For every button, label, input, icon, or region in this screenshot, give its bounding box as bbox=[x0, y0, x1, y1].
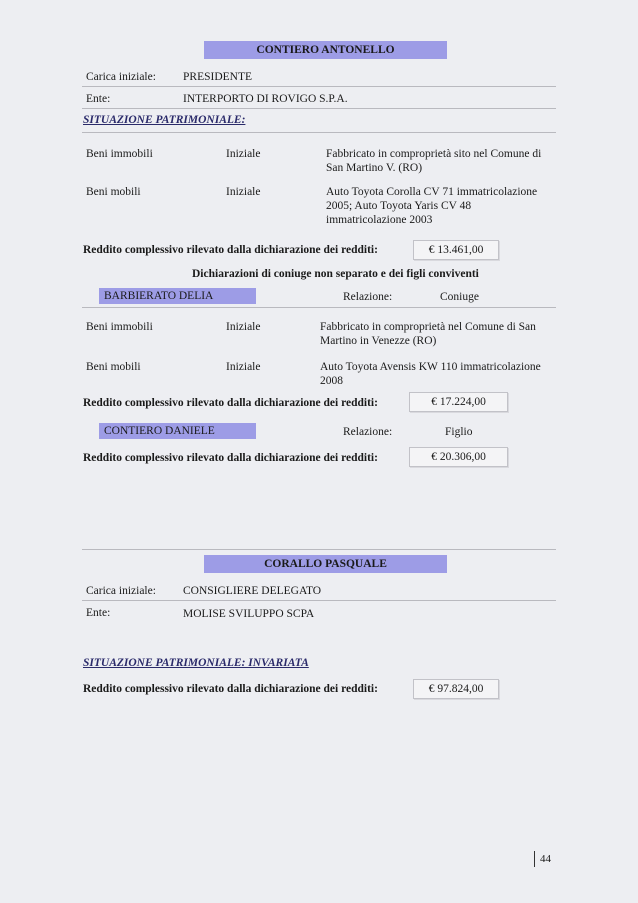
person1-name-bar bbox=[204, 41, 447, 59]
asset-type: Beni mobili bbox=[86, 361, 141, 373]
relative1-reddito-box bbox=[409, 392, 508, 412]
asset-status: Iniziale bbox=[226, 186, 261, 198]
relative1-name: BARBIERATO DELIA bbox=[104, 290, 214, 302]
person2-reddito-box bbox=[413, 679, 499, 699]
asset-type: Beni immobili bbox=[86, 148, 153, 160]
divider bbox=[82, 108, 556, 109]
asset-description: Fabbricato in comproprietà sito nel Comune di San Martino V. (RO) bbox=[326, 148, 542, 174]
asset-type: Beni mobili bbox=[86, 186, 141, 198]
section-separator bbox=[82, 549, 556, 550]
person1-carica-label: Carica iniziale: bbox=[86, 71, 156, 83]
person2-name-bar bbox=[204, 555, 447, 573]
relative1-relazione-label: Relazione: bbox=[343, 291, 393, 303]
relative2-reddito-label: Reddito complessivo rilevato dalla dichiarazione dei redditi: bbox=[83, 452, 378, 464]
person1-situazione-heading: SITUAZIONE PATRIMONIALE: bbox=[83, 114, 246, 126]
person2-carica-value: CONSIGLIERE DELEGATO bbox=[183, 585, 322, 597]
page-number: 44 bbox=[534, 851, 551, 867]
relative1-reddito-value: € 17.224,00 bbox=[431, 396, 486, 408]
person2-carica-label: Carica iniziale: bbox=[86, 585, 156, 597]
relative2-name-bar bbox=[99, 423, 256, 439]
divider bbox=[82, 600, 556, 601]
person2-ente-label: Ente: bbox=[86, 607, 111, 619]
asset-status: Iniziale bbox=[226, 361, 261, 373]
asset-description: Auto Toyota Corolla CV 71 immatricolazione 2005; Auto Toyota Yaris CV 48 immatricolazione 2003 bbox=[326, 186, 538, 226]
asset-status: Iniziale bbox=[226, 321, 261, 333]
asset-description: Auto Toyota Avensis KW 110 immatricolazione 2008 bbox=[320, 361, 541, 387]
relative2-relazione-value: Figlio bbox=[445, 426, 473, 438]
person1-reddito-box bbox=[413, 240, 499, 260]
relative2-name: CONTIERO DANIELE bbox=[104, 425, 215, 437]
divider bbox=[82, 132, 556, 133]
person2-reddito-label: Reddito complessivo rilevato dalla dichiarazione dei redditi: bbox=[83, 683, 378, 695]
person1-reddito-label: Reddito complessivo rilevato dalla dichiarazione dei redditi: bbox=[83, 244, 378, 256]
asset-type: Beni immobili bbox=[86, 321, 153, 333]
person2-name: CORALLO PASQUALE bbox=[264, 558, 387, 570]
person1-carica-value: PRESIDENTE bbox=[183, 71, 252, 83]
relative2-reddito-box bbox=[409, 447, 508, 467]
person1-ente-label: Ente: bbox=[86, 93, 111, 105]
asset-status: Iniziale bbox=[226, 148, 261, 160]
relative1-relazione-value: Coniuge bbox=[440, 291, 479, 303]
relative1-reddito-label: Reddito complessivo rilevato dalla dichiarazione dei redditi: bbox=[83, 397, 378, 409]
asset-description: Fabbricato in comproprietà nel Comune di San Martino in Venezze (RO) bbox=[320, 321, 536, 347]
person1-name: CONTIERO ANTONELLO bbox=[256, 44, 395, 56]
relative1-name-bar bbox=[99, 288, 256, 304]
relative2-reddito-value: € 20.306,00 bbox=[431, 451, 486, 463]
person1-ente-value: INTERPORTO DI ROVIGO S.P.A. bbox=[183, 93, 348, 105]
divider bbox=[82, 307, 556, 308]
divider bbox=[82, 86, 556, 87]
person2-reddito-value: € 97.824,00 bbox=[428, 683, 484, 695]
person2-ente-value: MOLISE SVILUPPO SCPA bbox=[183, 608, 315, 620]
dichiarazioni-title: Dichiarazioni di coniuge non separato e dei figli conviventi bbox=[192, 268, 479, 280]
person1-reddito-value: € 13.461,00 bbox=[428, 244, 484, 256]
relative2-relazione-label: Relazione: bbox=[343, 426, 393, 438]
person2-situazione-heading: SITUAZIONE PATRIMONIALE: INVARIATA bbox=[83, 657, 309, 669]
